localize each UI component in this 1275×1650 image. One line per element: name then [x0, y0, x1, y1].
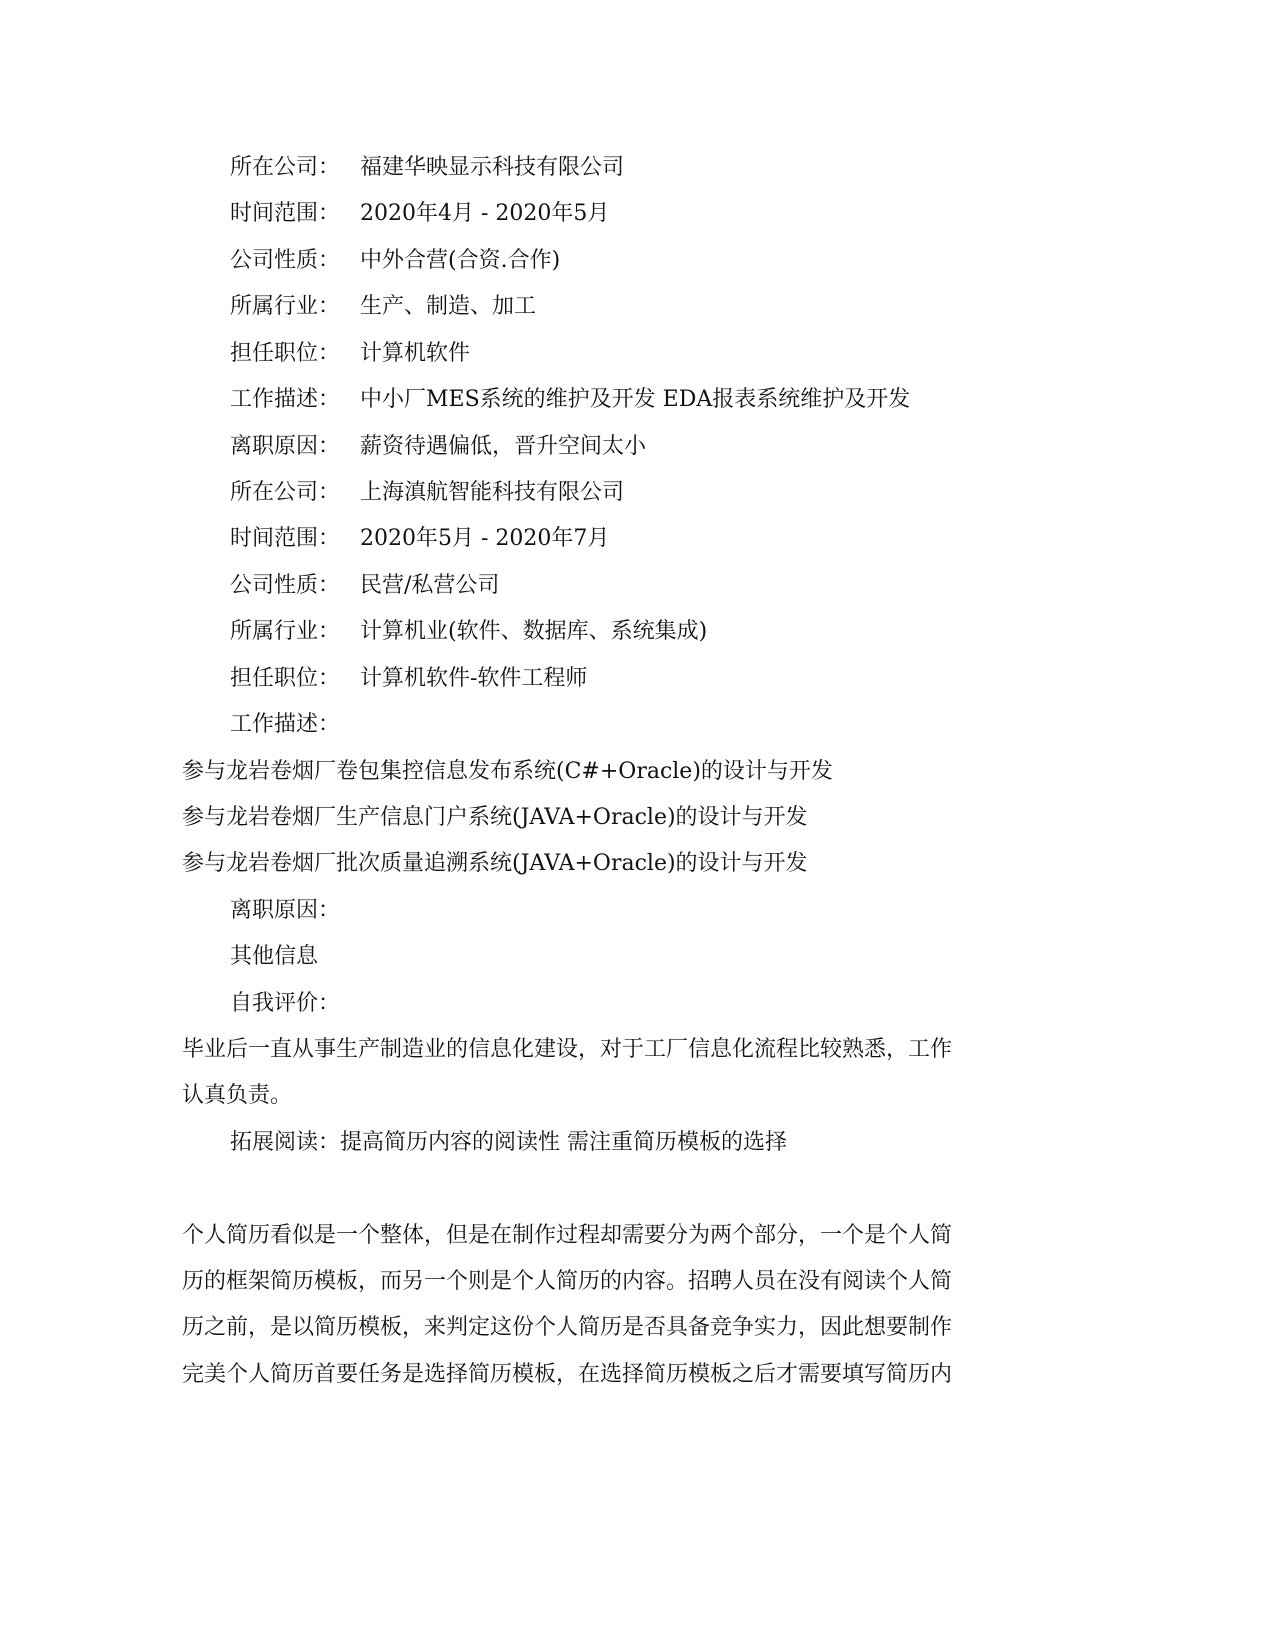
desc-label: 工作描述：	[230, 387, 341, 412]
leave-label: 离职原因：	[230, 898, 341, 923]
self-eval-text-line: 认真负责。	[182, 1083, 293, 1108]
leave-value: 薪资待遇偏低，晋升空间太小	[360, 434, 647, 459]
job1-leave-row	[230, 432, 646, 462]
extended-paragraph-line: 历之前，是以简历模板，来判定这份个人简历是否具备竞争实力，因此想要制作	[182, 1315, 953, 1340]
self-eval-text-line: 毕业后一直从事生产制造业的信息化建设，对于工厂信息化流程比较熟悉，工作	[182, 1037, 953, 1062]
leave-label: 离职原因：	[230, 434, 341, 459]
industry-value: 生产、制造、加工	[360, 294, 537, 319]
desc-value: 中小厂MES系统的维护及开发 EDA报表系统维护及开发	[360, 387, 911, 412]
extended-paragraph-line: 完美个人简历首要任务是选择简历模板，在选择简历模板之后才需要填写简历内	[182, 1362, 953, 1387]
period-value: 2020年5月 - 2020年7月	[360, 526, 610, 551]
job2-leave-row	[230, 896, 360, 926]
industry-value: 计算机业(软件、数据库、系统集成)	[360, 619, 708, 644]
self-eval-label: 自我评价：	[230, 991, 341, 1016]
position-label: 担任职位：	[230, 666, 341, 691]
job2-company-row	[230, 478, 624, 508]
job1-period-row	[230, 199, 609, 229]
industry-label: 所属行业：	[230, 294, 341, 319]
extended-paragraph-line: 个人简历看似是一个整体，但是在制作过程却需要分为两个部分，一个是个人简	[182, 1223, 953, 1248]
job2-desc-item: 参与龙岩卷烟厂批次质量追溯系统(JAVA+Oracle)的设计与开发	[182, 851, 808, 876]
position-value: 计算机软件-软件工程师	[360, 666, 588, 691]
company-value: 福建华映显示科技有限公司	[360, 155, 625, 180]
job2-desc-row	[230, 710, 360, 740]
job2-desc-item: 参与龙岩卷烟厂卷包集控信息发布系统(C#+Oracle)的设计与开发	[182, 759, 833, 784]
company-label: 所在公司：	[230, 155, 341, 180]
nature-value: 民营/私营公司	[360, 573, 500, 598]
nature-value: 中外合营(合资.合作)	[360, 248, 561, 273]
extended-reading-title: 拓展阅读：提高简历内容的阅读性 需注重简历模板的选择	[230, 1130, 787, 1155]
period-label: 时间范围：	[230, 526, 341, 551]
extended-paragraph-line: 历的框架简历模板，而另一个则是个人简历的内容。招聘人员在没有阅读个人简	[182, 1269, 953, 1294]
nature-label: 公司性质：	[230, 248, 341, 273]
desc-label: 工作描述：	[230, 712, 341, 737]
job1-position-row	[230, 339, 470, 369]
job1-desc-row	[230, 385, 910, 415]
other-info-heading: 其他信息	[230, 944, 319, 969]
company-value: 上海滇航智能科技有限公司	[360, 480, 625, 505]
job2-nature-row	[230, 571, 499, 601]
industry-label: 所属行业：	[230, 619, 341, 644]
nature-label: 公司性质：	[230, 573, 341, 598]
job2-period-row	[230, 524, 609, 554]
job2-position-row	[230, 664, 587, 694]
job2-industry-row	[230, 617, 707, 647]
job1-company-row	[230, 153, 624, 183]
period-value: 2020年4月 - 2020年5月	[360, 201, 610, 226]
job2-desc-item: 参与龙岩卷烟厂生产信息门户系统(JAVA+Oracle)的设计与开发	[182, 805, 808, 830]
position-value: 计算机软件	[360, 341, 471, 366]
job1-nature-row	[230, 246, 560, 276]
company-label: 所在公司：	[230, 480, 341, 505]
job1-industry-row	[230, 292, 536, 322]
position-label: 担任职位：	[230, 341, 341, 366]
period-label: 时间范围：	[230, 201, 341, 226]
